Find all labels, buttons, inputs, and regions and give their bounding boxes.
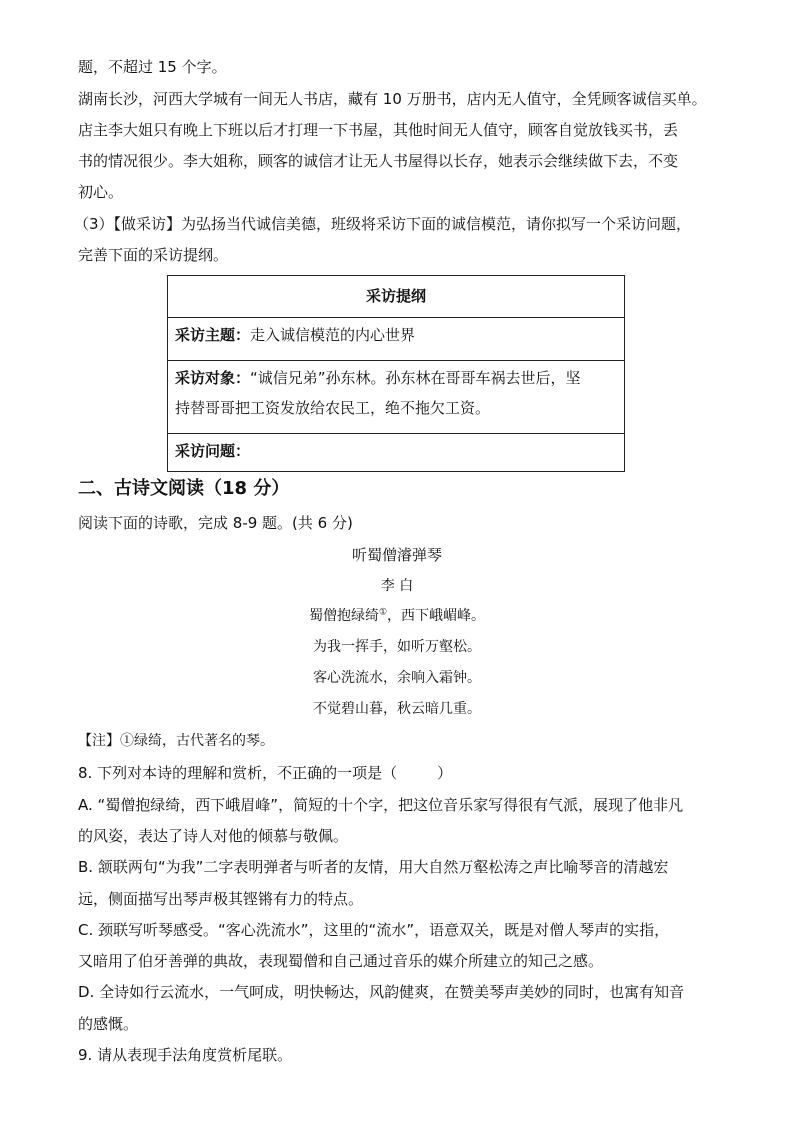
question-9: 9. 请从表现手法角度赏析尾联。 [78, 1046, 293, 1064]
footnote-marker: ① [378, 607, 388, 618]
intro-line: 题，不超过 15 个字。 [78, 58, 227, 76]
poem-line1-part2: ，西下峨嵋峰。 [387, 608, 486, 624]
intro-line: 湖南长沙，河西大学城有一间无人书店，藏有 10 万册书，店内无人值守，全凭顾客诚信买单。 [78, 90, 707, 108]
question-3-prompt: （3）【做采访】为弘扬当代诚信美德，班级将采访下面的诚信模范，请你拟写一个采访问题， [74, 215, 692, 233]
intro-line: 店主李大姐只有晚上下班以后才打理一下书屋，其他时间无人值守，顾客自觉放钱买书，丢 [78, 121, 679, 139]
object-value-line2: 持替哥哥把工资发放给农民工，绝不拖欠工资。 [175, 399, 491, 417]
question-8-text: 8. 下列对本诗的理解和赏析，不正确的一项是（ [78, 764, 398, 782]
outline-topic-row [175, 325, 415, 345]
poem-author: 李 白 [380, 578, 414, 594]
question-3-prompt-cont: 完善下面的采访提纲。 [78, 246, 229, 264]
outline-object-row [175, 368, 581, 388]
outline-title: 采访提纲 [365, 287, 426, 305]
option-a-cont: 的风姿，表达了诗人对他的倾慕与敬佩。 [78, 827, 349, 845]
question-label[interactable]: 采访问题： [175, 442, 251, 460]
option-d-cont: 的感慨。 [78, 1015, 139, 1033]
topic-label: 采访主题： [175, 326, 251, 344]
poem-line: 客心洗流水，余响入霜钟。 [313, 670, 481, 686]
option-b-cont: 远，侧面描写出琴声极其铿锵有力的特点。 [78, 890, 364, 908]
poem-line: 为我一挥手，如听万壑松。 [313, 639, 481, 655]
option-d: D. 全诗如行云流水，一气呵成，明快畅达，风韵健爽，在赞美琴声美妙的同时，也寓有知音 [78, 983, 685, 1001]
poem-line: 不觉碧山暮，秋云暗几重。 [313, 701, 481, 717]
question-8-stem [78, 763, 452, 783]
topic-value: 走入诚信模范的内心世界 [250, 326, 416, 344]
object-label: 采访对象： [175, 369, 251, 387]
section-instruction: 阅读下面的诗歌，完成 8-9 题。(共 6 分) [78, 514, 353, 532]
interview-outline-table [167, 275, 625, 472]
table-divider [168, 360, 624, 361]
option-b: B. 颔联两句“为我”二字表明弹者与听者的友情，用大自然万壑松涛之声比喻琴音的清越宏 [78, 858, 669, 876]
option-c: C. 颈联写听琴感受。“客心洗流水”，这里的“流水”，语意双关，既是对僧人琴声的实指， [78, 921, 670, 939]
option-a: A. “蜀僧抱绿绮，西下峨眉峰”，简短的十个字，把这位音乐家写得很有气派，展现了他非凡 [78, 796, 684, 814]
footnote: 【注】①绿绮，古代著名的琴。 [78, 733, 274, 749]
poem-line1-part1: 蜀僧抱绿绮 [308, 608, 379, 624]
object-value-line1: “诚信兄弟”孙东林。孙东林在哥哥车祸去世后，坚 [250, 369, 581, 387]
intro-line: 初心。 [78, 183, 124, 201]
poem-title: 听蜀僧濬弹琴 [351, 546, 442, 564]
poem-line [0, 606, 794, 626]
section-heading: 二、古诗文阅读（18 分） [78, 478, 290, 499]
table-divider [168, 433, 624, 434]
intro-line: 书的情况很少。李大姐称，顾客的诚信才让无人书屋得以长存，她表示会继续做下去，不变 [78, 152, 679, 170]
question-8-close: ） [437, 764, 453, 782]
option-c-cont: 又暗用了伯牙善弹的典故，表现蜀僧和自己通过音乐的媒介所建立的知己之感。 [78, 952, 604, 970]
table-divider [168, 317, 624, 318]
